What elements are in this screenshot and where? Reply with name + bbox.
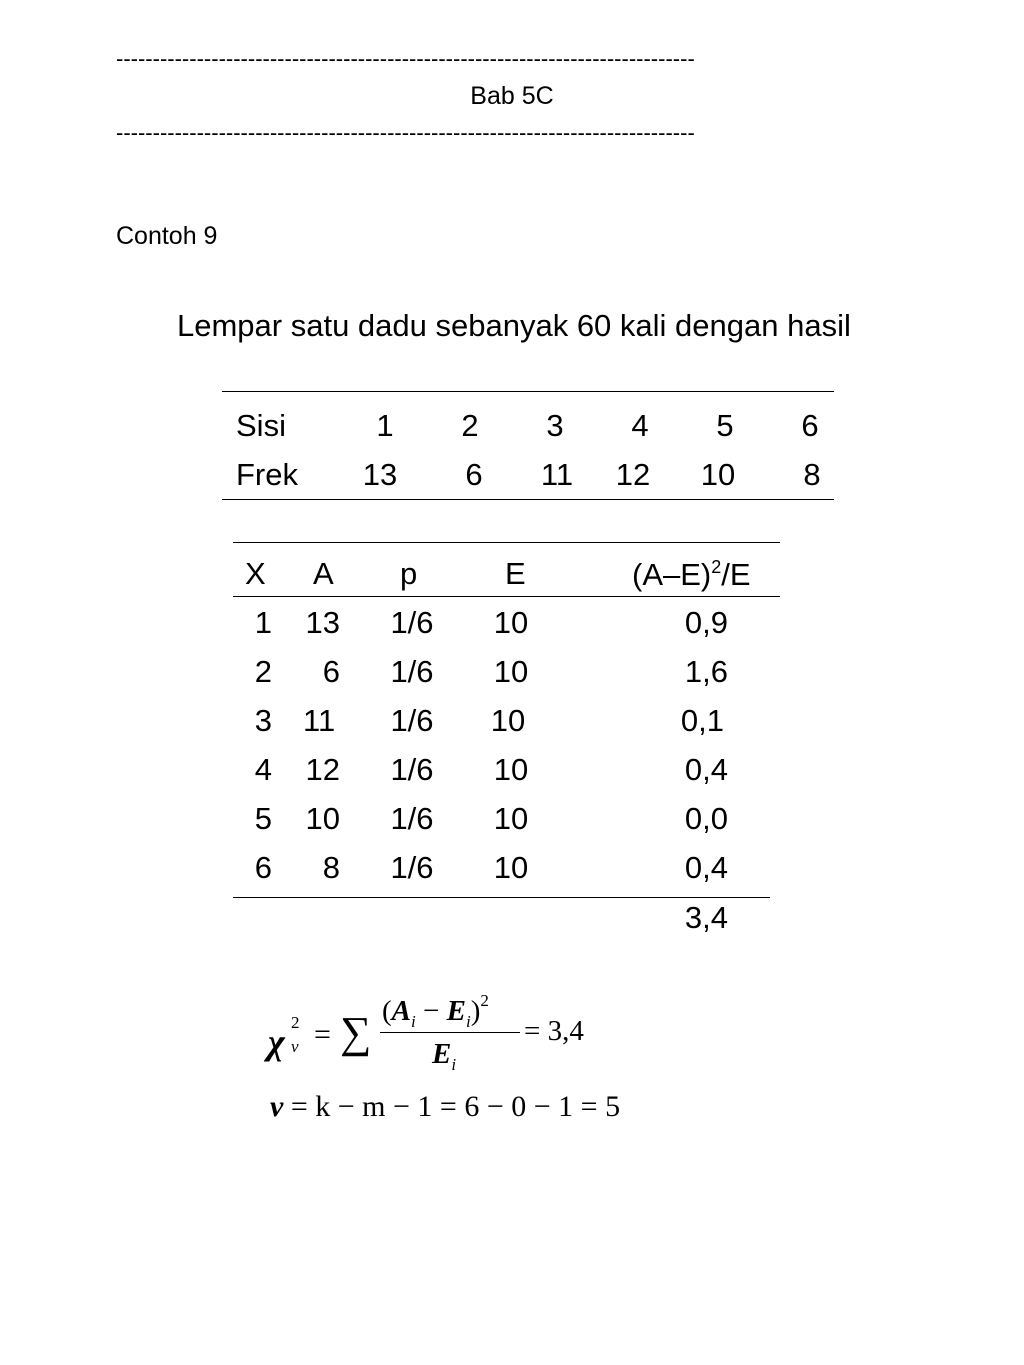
calc-table-bottom-rule (233, 897, 770, 898)
example-intro: Lempar satu dadu sebanyak 60 kali dengan hasil (177, 308, 851, 343)
calc-cell-p: 1/6 (390, 850, 434, 885)
freq-table-top-rule (222, 391, 834, 392)
numerator-e: E (446, 995, 466, 1027)
freq-side-cell: 1 (376, 408, 394, 443)
calc-header-chi-term-divisor: /E (721, 557, 751, 592)
calc-cell-e: 10 (490, 703, 526, 738)
calc-header-e: E (505, 556, 526, 591)
calc-cell-p: 1/6 (390, 752, 434, 787)
freq-value-cell: 6 (465, 457, 483, 492)
chapter-title: Bab 5C (470, 82, 554, 110)
calc-cell-p: 1/6 (390, 654, 434, 689)
numerator-a: A (391, 995, 412, 1027)
calc-cell-a: 8 (322, 850, 340, 885)
freq-row-label-side: Sisi (236, 408, 286, 443)
degrees-of-freedom-expression: = k − m − 1 = 6 − 0 − 1 = 5 (290, 1090, 621, 1123)
denominator-e: E (432, 1038, 452, 1070)
calc-header-chi-term-exponent: 2 (711, 557, 722, 577)
calc-cell-x: 2 (254, 654, 272, 689)
freq-value-cell: 13 (362, 457, 398, 492)
calc-cell-a: 10 (305, 801, 340, 836)
formula-result: = 3,4 (524, 1015, 584, 1047)
calc-header-a: A (313, 556, 334, 591)
numerator-a-index: i (411, 1011, 416, 1031)
calc-cell-e: 10 (493, 654, 529, 689)
calc-cell-e: 10 (493, 801, 529, 836)
calc-cell-x: 3 (254, 703, 272, 738)
calc-cell-e: 10 (493, 752, 529, 787)
freq-side-cell: 5 (716, 408, 734, 443)
numerator-e-index: i (465, 1011, 471, 1031)
calc-cell-chi-term: 0,9 (684, 605, 728, 640)
calc-cell-x: 5 (254, 801, 272, 836)
calc-cell-a: 13 (305, 605, 340, 640)
calc-cell-chi-term: 0,1 (680, 703, 724, 738)
formula-equals: = (314, 1018, 331, 1051)
calc-total: 3,4 (684, 900, 728, 935)
freq-side-cell: 4 (631, 408, 649, 443)
calc-header-chi-term (632, 558, 751, 590)
calc-cell-chi-term: 0,4 (684, 752, 728, 787)
fraction-denominator (432, 1038, 456, 1075)
chi-subscript: ν (291, 1037, 299, 1056)
calc-cell-x: 1 (254, 605, 272, 640)
calc-table-top-rule (233, 542, 780, 543)
freq-table-bottom-rule (222, 499, 834, 500)
denominator-e-index: i (451, 1054, 457, 1074)
calc-cell-p: 1/6 (390, 703, 434, 738)
freq-value-cell: 8 (803, 457, 821, 492)
nu-symbol: ν (270, 1090, 284, 1123)
header-bottom-rule: ------------------------------------------------------------------------------- (116, 122, 695, 144)
header-top-rule: ------------------------------------------------------------------------------- (116, 48, 695, 70)
calc-cell-chi-term: 0,4 (684, 850, 728, 885)
sigma-symbol: ∑ (340, 1008, 372, 1057)
example-title: Contoh 9 (116, 222, 218, 250)
freq-side-cell: 6 (801, 408, 819, 443)
fraction-numerator (382, 991, 489, 1032)
calc-header-x: X (245, 556, 266, 591)
calc-cell-x: 6 (254, 850, 272, 885)
calc-cell-a: 12 (305, 752, 340, 787)
calc-header-chi-term-base: (A–E) (632, 557, 712, 592)
calc-cell-chi-term: 1,6 (684, 654, 728, 689)
degrees-of-freedom-line (270, 1090, 620, 1124)
calc-cell-a: 6 (322, 654, 340, 689)
calc-header-rule (233, 596, 780, 597)
calc-cell-p: 1/6 (390, 801, 434, 836)
numerator-exponent: 2 (480, 991, 489, 1010)
calc-cell-chi-term: 0,0 (684, 801, 728, 836)
calc-cell-a: 11 (303, 703, 336, 738)
fraction-bar (380, 1032, 520, 1033)
calc-cell-x: 4 (254, 752, 272, 787)
numerator-minus: − (423, 995, 440, 1027)
freq-row-label-freq: Frek (236, 457, 298, 492)
freq-value-cell: 12 (615, 457, 651, 492)
calc-cell-p: 1/6 (390, 605, 434, 640)
freq-value-cell: 10 (700, 457, 736, 492)
calc-cell-e: 10 (493, 605, 529, 640)
chi-superscript: 2 (291, 1013, 300, 1032)
calc-cell-e: 10 (493, 850, 529, 885)
freq-side-cell: 3 (546, 408, 564, 443)
freq-value-cell: 11 (540, 457, 574, 492)
freq-side-cell: 2 (461, 408, 479, 443)
numerator-close-paren: ) (470, 995, 481, 1027)
numerator-open-paren: ( (382, 995, 392, 1027)
chi-symbol: χ (268, 1022, 285, 1062)
calc-header-p: p (400, 556, 418, 591)
